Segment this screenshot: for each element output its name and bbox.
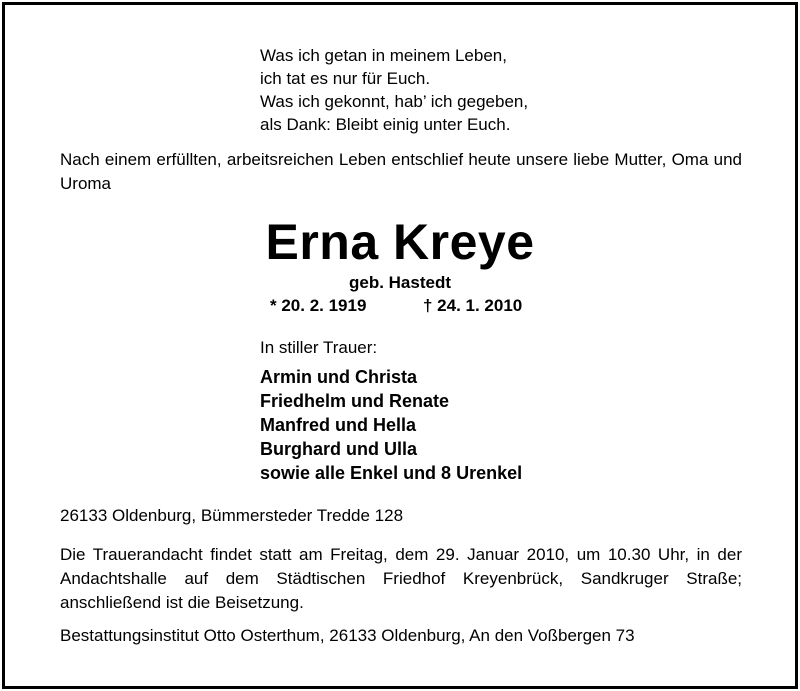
mourners-list: [260, 365, 522, 485]
intro-text: Nach einem erfüllten, arbeitsreichen Leben entschlief heute unsere liebe Mutter, Oma und Uroma: [60, 150, 742, 193]
mourner-entry: Manfred und Hella: [260, 415, 417, 435]
poem-line: Was ich gekonnt, hab’ ich gegeben,: [260, 92, 529, 111]
maiden-name: geb. Hastedt: [348, 273, 452, 292]
deceased-name: Erna Kreye: [265, 214, 535, 270]
family-address: 26133 Oldenburg, Bümmersteder Tredde 128: [60, 506, 404, 525]
mourner-entry: Armin und Christa: [260, 367, 418, 387]
poem-line: als Dank: Bleibt einig unter Euch.: [260, 115, 511, 134]
mourner-entry: Friedhelm und Renate: [260, 391, 450, 411]
undertaker-info: Bestattungsinstitut Otto Osterthum, 26133 Oldenburg, An den Voßbergen 73: [60, 626, 635, 645]
poem-line: Was ich getan in meinem Leben,: [260, 46, 507, 65]
poem-line: ich tat es nur für Euch.: [260, 69, 431, 88]
poem: [260, 44, 528, 136]
birth-date: * 20. 2. 1919: [270, 296, 367, 315]
death-date: † 24. 1. 2010: [423, 296, 523, 315]
mourner-entry: Burghard und Ulla: [260, 439, 417, 459]
service-info: Die Trauerandacht findet statt am Freitag, dem 29. Januar 2010, um 10.30 Uhr, in der Andachtshalle auf dem Städtischen Friedhof Kreyenbrück, Sandkruger Straße; anschließend ist die Beisetzung.: [60, 545, 742, 612]
mourner-entry: sowie alle Enkel und 8 Urenkel: [260, 463, 523, 483]
mourners-label: In stiller Trauer:: [260, 338, 378, 357]
